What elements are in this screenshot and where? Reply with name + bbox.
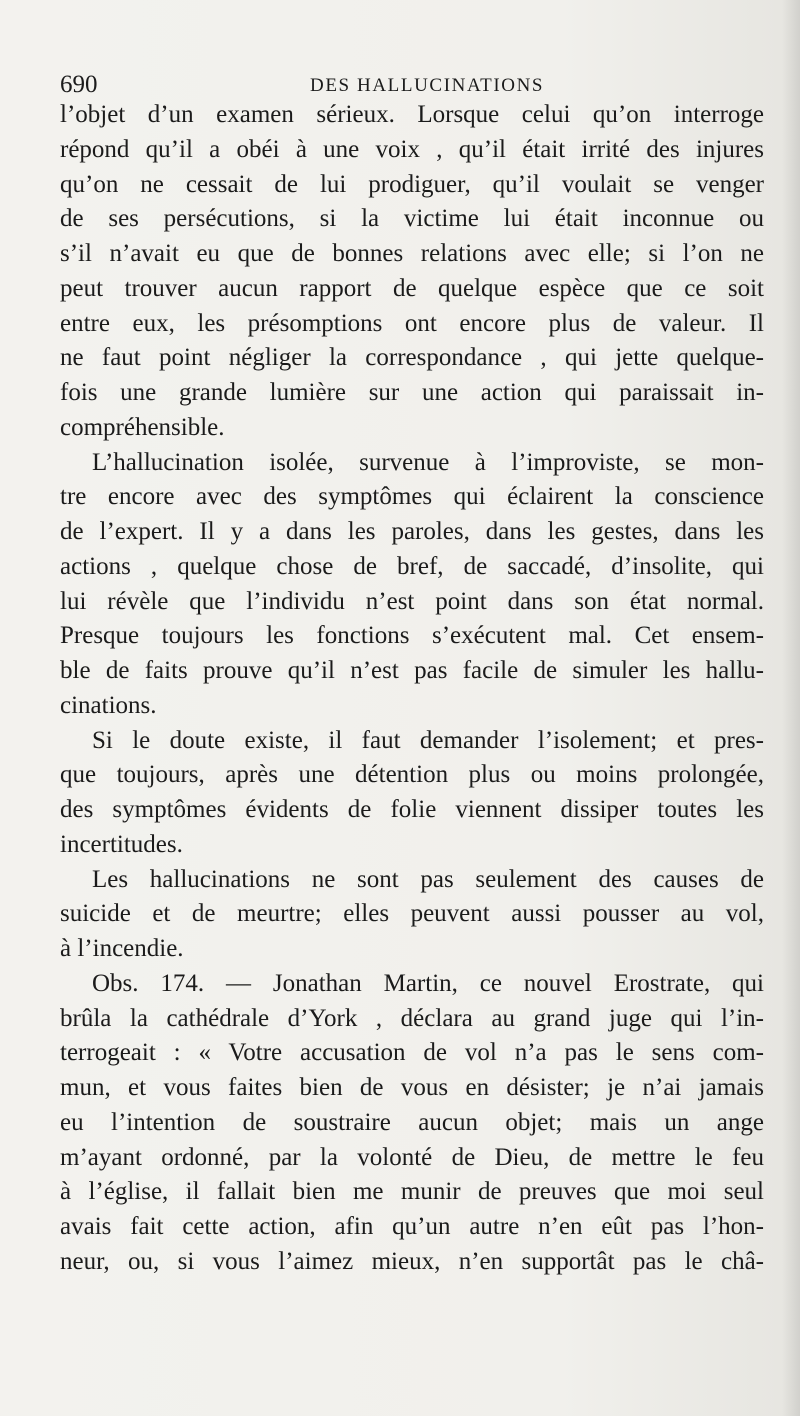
text-line: incertitudes. xyxy=(60,830,183,858)
text-line: s’il n’avait eu que de bonnes relations avec elle; si l’on ne xyxy=(60,240,764,267)
text-line: qu’on ne cessait de lui prodiguer, qu’il voulait se venger xyxy=(60,170,764,198)
text-line: entre eux, les présomptions ont encore plus de valeur. Il xyxy=(60,309,764,337)
text-line: l’objet d’un examen sérieux. Lorsque celui qu’on interroge xyxy=(60,101,764,128)
text-line: à l’incendie. xyxy=(60,935,184,962)
text-line: tre encore avec des symptômes qui éclairent la conscience xyxy=(60,483,764,511)
text-line: neur, ou, si vous l’aimez mieux, n’en supportât pas le châ- xyxy=(60,1247,764,1275)
text-line: avais fait cette action, afin qu’un autre n’en eût pas l’hon- xyxy=(60,1213,764,1240)
text-line: répond qu’il a obéi à une voix , qu’il était irrité des injures xyxy=(60,135,764,163)
text-line: de ses persécutions, si la victime lui était inconnue ou xyxy=(60,205,764,233)
text-line: que toujours, après une détention plus ou moins prolongée, xyxy=(60,761,764,789)
text-line: Presque toujours les fonctions s’exécutent mal. Cet ensem- xyxy=(60,622,764,650)
text-line: peut trouver aucun rapport de quelque espèce que ce soit xyxy=(60,274,764,302)
text-line: à l’église, il fallait bien me munir de preuves que moi seul xyxy=(60,1178,764,1206)
text-line: compréhensible. xyxy=(60,413,225,441)
observation-first-line: Obs. 174. — Jonathan Martin, ce nouvel Erostrate, qui xyxy=(92,969,764,997)
text-line: terrogeait : « Votre accusation de vol n’a pas le sens com- xyxy=(60,1039,764,1067)
text-line: ne faut point négliger la correspondance , qui jette quelque- xyxy=(60,344,764,372)
text-line: lui révèle que l’individu n’est point dans son état normal. xyxy=(60,587,764,615)
text-line: suicide et de meurtre; elles peuvent aussi pousser au vol, xyxy=(60,900,764,928)
text-line: eu l’intention de soustraire aucun objet; mais un ange xyxy=(60,1108,764,1136)
text-line: m’ayant ordonné, par la volonté de Dieu, de mettre le feu xyxy=(60,1143,764,1171)
text-line: brûla la cathédrale d’York , déclara au grand juge qui l’in- xyxy=(60,1004,764,1032)
body-text xyxy=(60,98,764,1280)
paragraph-first-line: Les hallucinations ne sont pas seulement des causes de xyxy=(92,865,764,893)
paragraph-first-line: Si le doute existe, il faut demander l’isolement; et pres- xyxy=(92,726,764,754)
running-head xyxy=(60,70,750,100)
paragraph-first-line: L’hallucination isolée, survenue à l’improviste, se mon- xyxy=(92,448,764,476)
page-edge-shadow xyxy=(782,0,800,1416)
text-line: de l’expert. Il y a dans les paroles, dans les gestes, dans les xyxy=(60,518,764,545)
text-line: ble de faits prouve qu’il n’est pas facile de simuler les hallu- xyxy=(60,657,764,684)
text-line: fois une grande lumière sur une action qui paraissait in- xyxy=(60,379,764,406)
running-head-title: DES HALLUCINATIONS xyxy=(310,75,545,96)
text-line: actions , quelque chose de bref, de saccadé, d’insolite, qui xyxy=(60,552,764,580)
text-line: cinations. xyxy=(60,691,157,719)
text-line: mun, et vous faites bien de vous en désister; je n’ai jamais xyxy=(60,1074,764,1101)
page-number: 690 xyxy=(60,71,98,98)
text-line: des symptômes évidents de folie viennent dissiper toutes les xyxy=(60,796,764,823)
